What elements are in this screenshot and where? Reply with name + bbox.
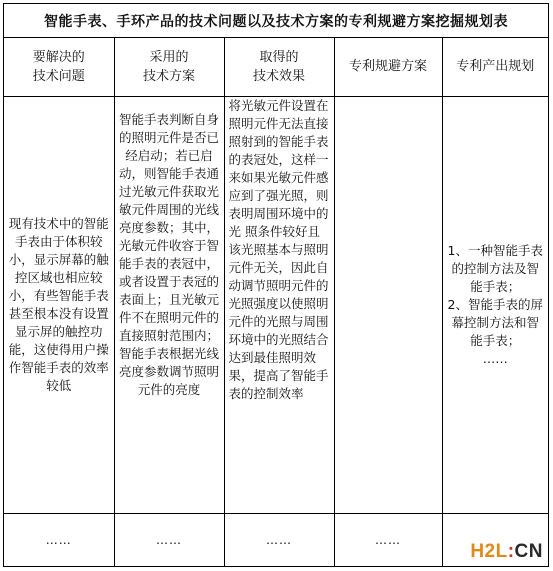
watermark-part: H2L: [470, 541, 508, 562]
ellipsis-cell: ……: [334, 513, 442, 566]
table-row: [4, 96, 548, 513]
cell-technical-solution: 智能手表判断自身的照明元件是否已经启动；若已启动，则智能手表通过光敏元件获取光敏元件周围的光线亮度参数；其中，光敏元件收容于智能手表的表冠中，或者设置于表冠的表面上；且光敏元件不在照明元件的直接照射范围内；智能手表根据光线亮度参数调节照明元件的亮度: [114, 96, 224, 513]
header-patent-output-plan: 专利产出规划: [442, 38, 548, 96]
header-technical-solution: 采用的 技术方案: [114, 38, 224, 96]
cell-technical-effect: 将光敏元件设置在照明元件无法直接照射到的智能手表的表冠处，这样一来如果光敏元件感应到了强光照，则表明周围环境中的光 照条件较好且该光照基本与照明元件无关，因此自动调节照明元件的光照强度以使照明元件的光照与周围环境中的光照结合达到最佳照明效果，提高了智能手表的控制效率: [224, 96, 334, 513]
cell-technical-problem: 现有技术中的智能手表由于体积较小，显示屏幕的触控区域也相应较小，有些智能手表甚至根本没有设置显示屏的触控功能，这使得用户操作智能手表的效率较低: [4, 96, 114, 513]
header-technical-problem: 要解决的 技术问题: [4, 38, 114, 96]
table-row-ellipsis: [4, 513, 548, 566]
cell-patent-output-plan: 1、一种智能手表的控制方法及智能手表； 2、智能手表的屏幕控制方法和智能手表； ……: [442, 96, 548, 513]
header-row: [4, 38, 548, 96]
cell-avoidance-plan: [334, 96, 442, 513]
document-frame: [3, 3, 549, 567]
ellipsis-cell: ……: [4, 513, 114, 566]
table-title: 智能手表、手环产品的技术问题以及技术方案的专利规避方案挖掘规划表: [4, 4, 548, 38]
ellipsis-cell: ……: [224, 513, 334, 566]
watermark-part: :: [507, 541, 515, 562]
watermark-logo: [470, 541, 543, 563]
patent-planning-table: [4, 38, 548, 566]
watermark-part: CN: [514, 541, 543, 562]
header-avoidance-plan: 专利规避方案: [334, 38, 442, 96]
header-technical-effect: 取得的 技术效果: [224, 38, 334, 96]
ellipsis-cell: ……: [114, 513, 224, 566]
